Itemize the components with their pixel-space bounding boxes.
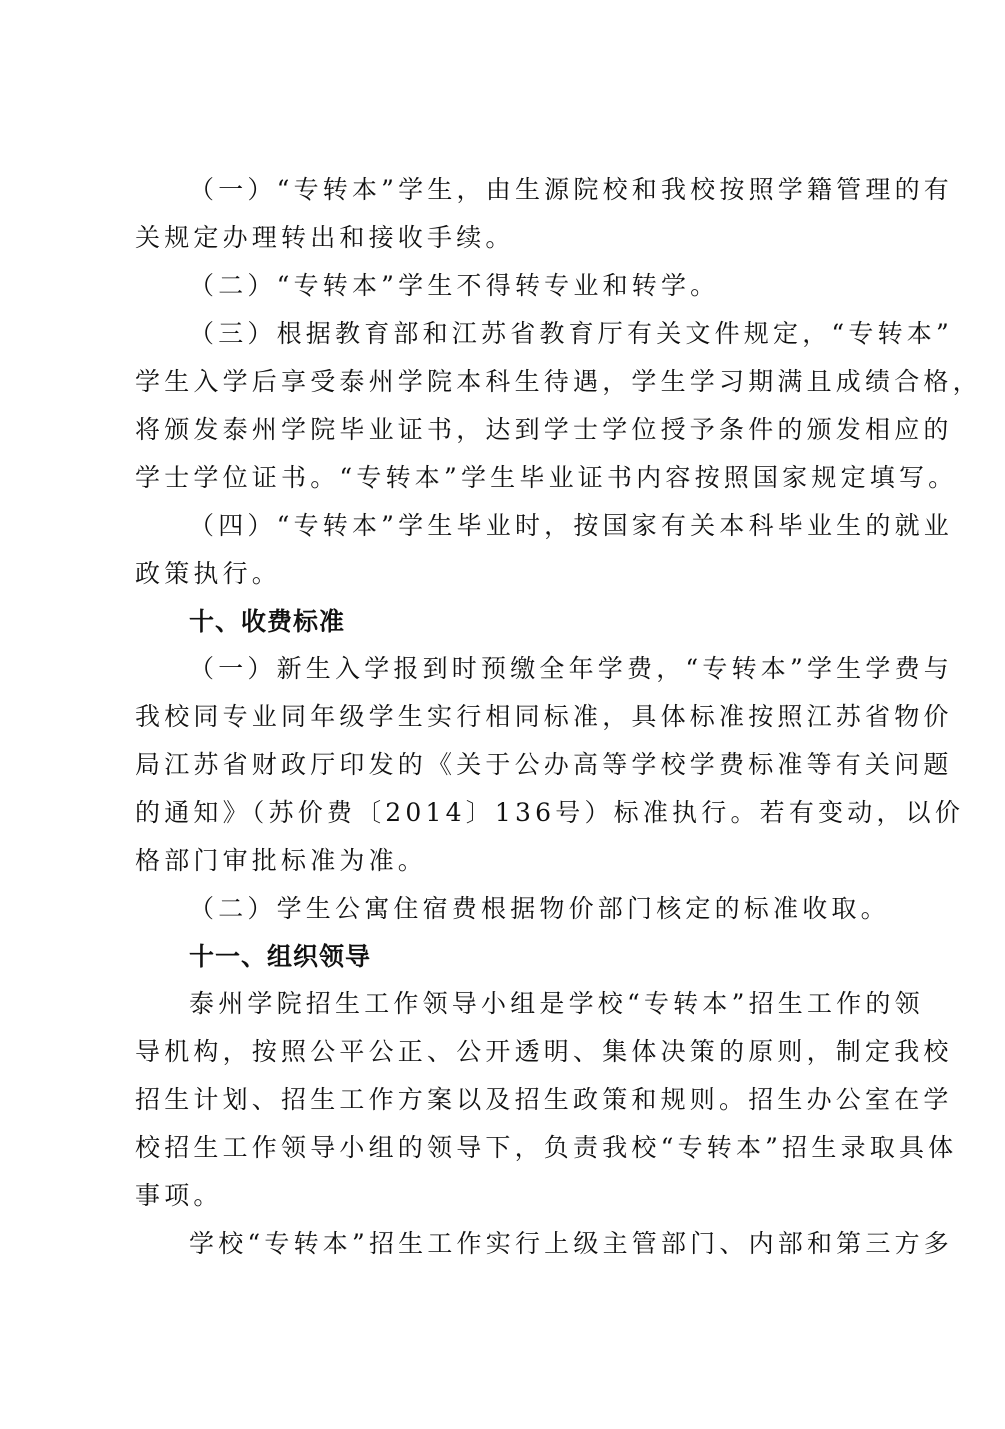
paragraph-line: （二）学生公寓住宿费根据物价部门核定的标准收取。 [189,894,890,923]
section-heading: 十、收费标准 [189,607,346,636]
paragraph-line: 局江苏省财政厅印发的《关于公办高等学校学费标准等有关问题 [135,750,953,779]
paragraph-line: 学士学位证书。“专转本”学生毕业证书内容按照国家规定填写。 [135,463,958,492]
paragraph-line: （二）“专转本”学生不得转专业和转学。 [189,271,720,300]
paragraph-line: （一）“专转本”学生，由生源院校和我校按照学籍管理的有 [189,175,953,204]
section-heading: 十一、组织领导 [189,942,372,971]
paragraph-line: 导机构，按照公平公正、公开透明、集体决策的原则，制定我校 [135,1037,953,1066]
paragraph-line: 泰州学院招生工作领导小组是学校“专转本”招生工作的领 [189,989,924,1018]
paragraph-line: 我校同专业同年级学生实行相同标准，具体标准按照江苏省物价 [135,702,953,731]
paragraph-line: 校招生工作领导小组的领导下，负责我校“专转本”招生录取具体 [135,1133,958,1162]
paragraph-line: （三）根据教育部和江苏省教育厅有关文件规定，“专转本” [189,319,953,348]
paragraph-line: （四）“专转本”学生毕业时，按国家有关本科毕业生的就业 [189,511,953,540]
paragraph-line: 关规定办理转出和接收手续。 [135,223,515,252]
paragraph-line: 将颁发泰州学院毕业证书，达到学士学位授予条件的颁发相应的 [135,415,953,444]
paragraph-line: 格部门审批标准为准。 [135,846,428,875]
paragraph-line: 政策执行。 [135,559,282,588]
paragraph-line: 学生入学后享受泰州学院本科生待遇，学生学习期满且成绩合格， [135,367,982,396]
paragraph-line: 学校“专转本”招生工作实行上级主管部门、内部和第三方多 [189,1229,953,1258]
document-page [135,166,982,1268]
paragraph-line: 事项。 [135,1181,223,1210]
paragraph-line: 招生计划、招生工作方案以及招生政策和规则。招生办公室在学 [135,1085,953,1114]
paragraph-line: 的通知》（苏价费〔2014〕136号）标准执行。若有变动，以价 [135,798,965,827]
paragraph-line: （一）新生入学报到时预缴全年学费，“专转本”学生学费与 [189,654,953,683]
